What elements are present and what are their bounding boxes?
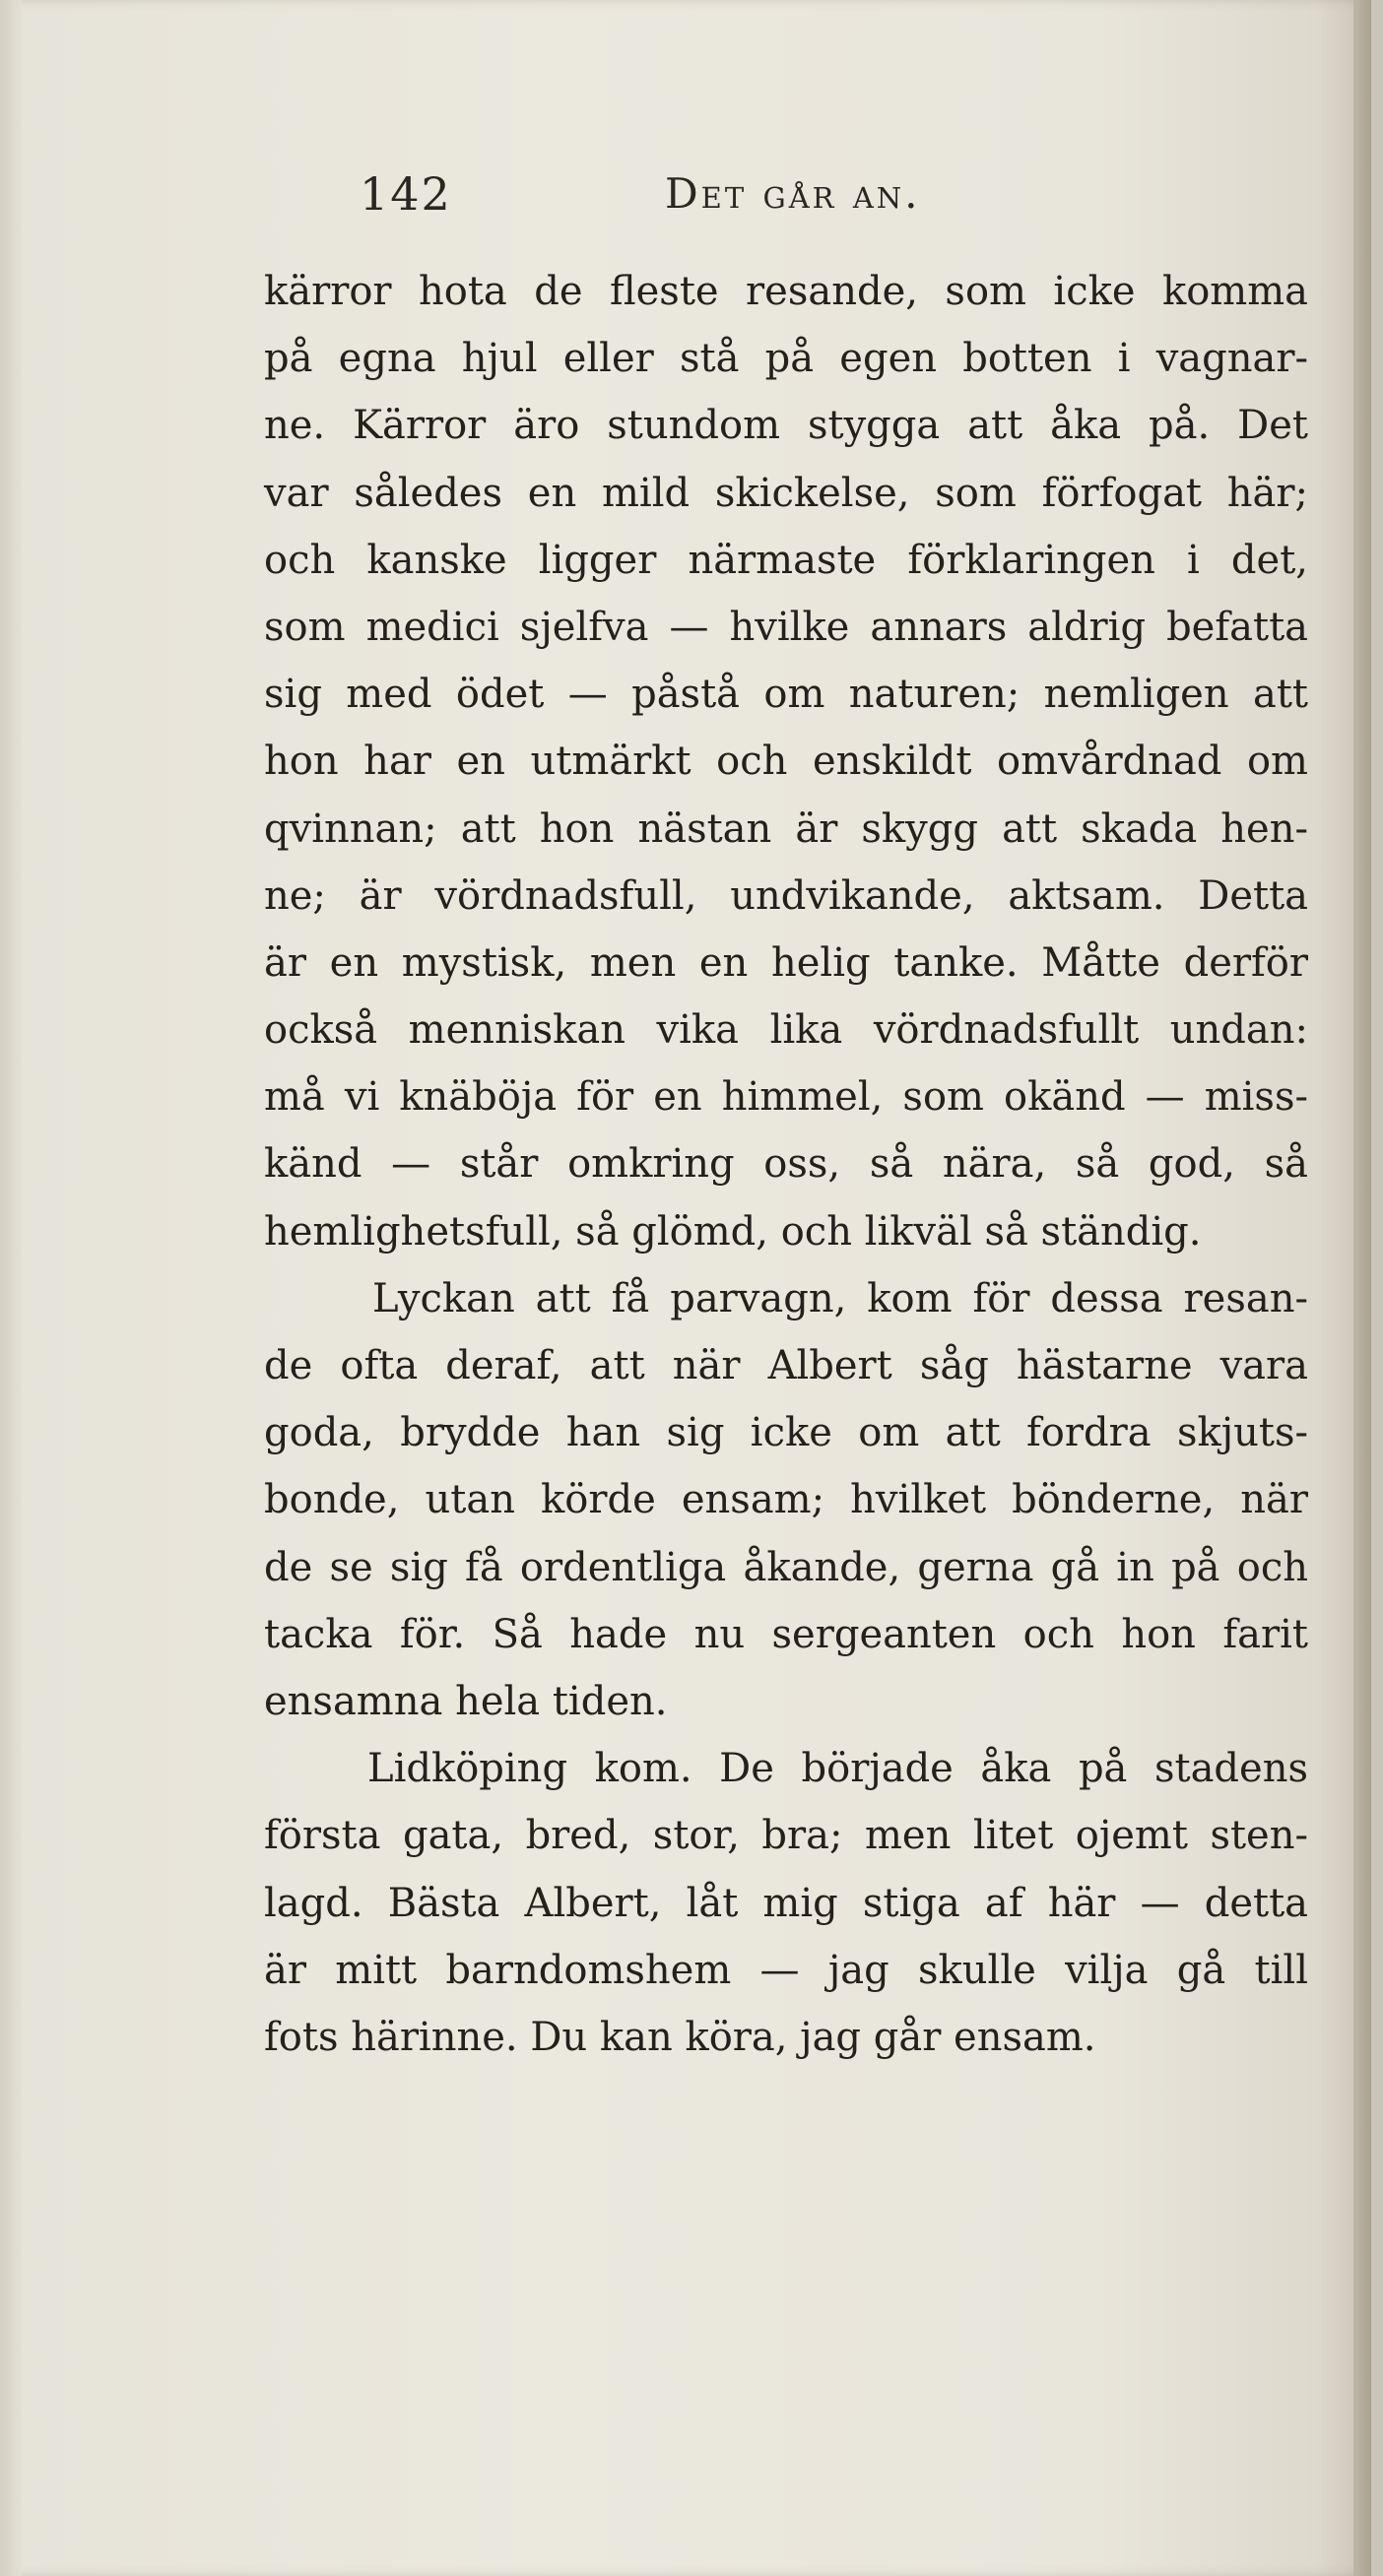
- text-line: Lidköping kom. De började åka på stadens: [367, 1746, 1308, 1792]
- paragraph-2: [264, 1265, 1308, 1735]
- paragraph-1: [264, 258, 1308, 1265]
- text-line: ensamna hela tiden.: [264, 1678, 668, 1724]
- text-line: fots härinne. Du kan köra, jag går ensam.: [264, 2014, 1096, 2060]
- text-line: bonde, utan körde ensam; hvilket bönderne, när: [264, 1477, 1308, 1523]
- text-line: och kanske ligger närmaste förklaringen i det,: [264, 537, 1308, 583]
- body-text: [264, 258, 1308, 2071]
- text-line: känd — står omkring oss, så nära, så god, så: [264, 1141, 1308, 1188]
- text-line: lagd. Bästa Albert, låt mig stiga af här — detta: [264, 1880, 1308, 1926]
- page-number: 142: [360, 167, 452, 221]
- text-line: första gata, bred, stor, bra; men litet ojemt sten-: [264, 1813, 1308, 1859]
- page-header: [0, 167, 1371, 226]
- text-line: må vi knäböja för en himmel, som okänd — miss-: [264, 1074, 1308, 1121]
- text-line: goda, brydde han sig icke om att fordra skjuts-: [264, 1410, 1308, 1456]
- text-line: hon har en utmärkt och enskildt omvårdnad om: [264, 739, 1308, 785]
- text-line: på egna hjul eller stå på egen botten i vagnar-: [264, 336, 1308, 382]
- page-right-edge: [1353, 0, 1371, 2576]
- text-line: Lyckan att få parvagn, kom för dessa resan-: [372, 1275, 1308, 1321]
- text-line: de ofta deraf, att när Albert såg hästarne vara: [264, 1343, 1308, 1388]
- text-line: ne. Kärror äro stundom stygga att åka på. Det: [264, 403, 1308, 449]
- text-line: sig med ödet — påstå om naturen; nemligen att: [264, 672, 1308, 718]
- text-line: också menniskan vika lika vördnadsfullt undan:: [264, 1007, 1308, 1054]
- text-line: är mitt barndomshem — jag skulle vilja gå till: [264, 1947, 1308, 1993]
- text-line: de se sig få ordentliga åkande, gerna gå in på och: [264, 1544, 1308, 1590]
- text-line: tacka för. Så hade nu sergeanten och hon farit: [264, 1611, 1308, 1657]
- text-line: var således en mild skickelse, som förfogat här;: [264, 470, 1308, 516]
- text-line: kärror hota de fleste resande, som icke komma: [264, 269, 1308, 314]
- paragraph-3: [264, 1735, 1308, 2071]
- text-line: qvinnan; att hon nästan är skygg att skada hen-: [264, 805, 1308, 852]
- running-title: Det går an.: [665, 169, 921, 218]
- page-left-edge: [0, 0, 22, 2576]
- text-line: ne; är vördnadsfull, undvikande, aktsam. Detta: [264, 872, 1308, 919]
- text-line: som medici sjelfva — hvilke annars aldrig befatta: [264, 604, 1308, 650]
- text-line: är en mystisk, men en helig tanke. Måtte derför: [264, 939, 1308, 986]
- text-line: hemlighetsfull, så glömd, och likväl så ständig.: [264, 1208, 1202, 1255]
